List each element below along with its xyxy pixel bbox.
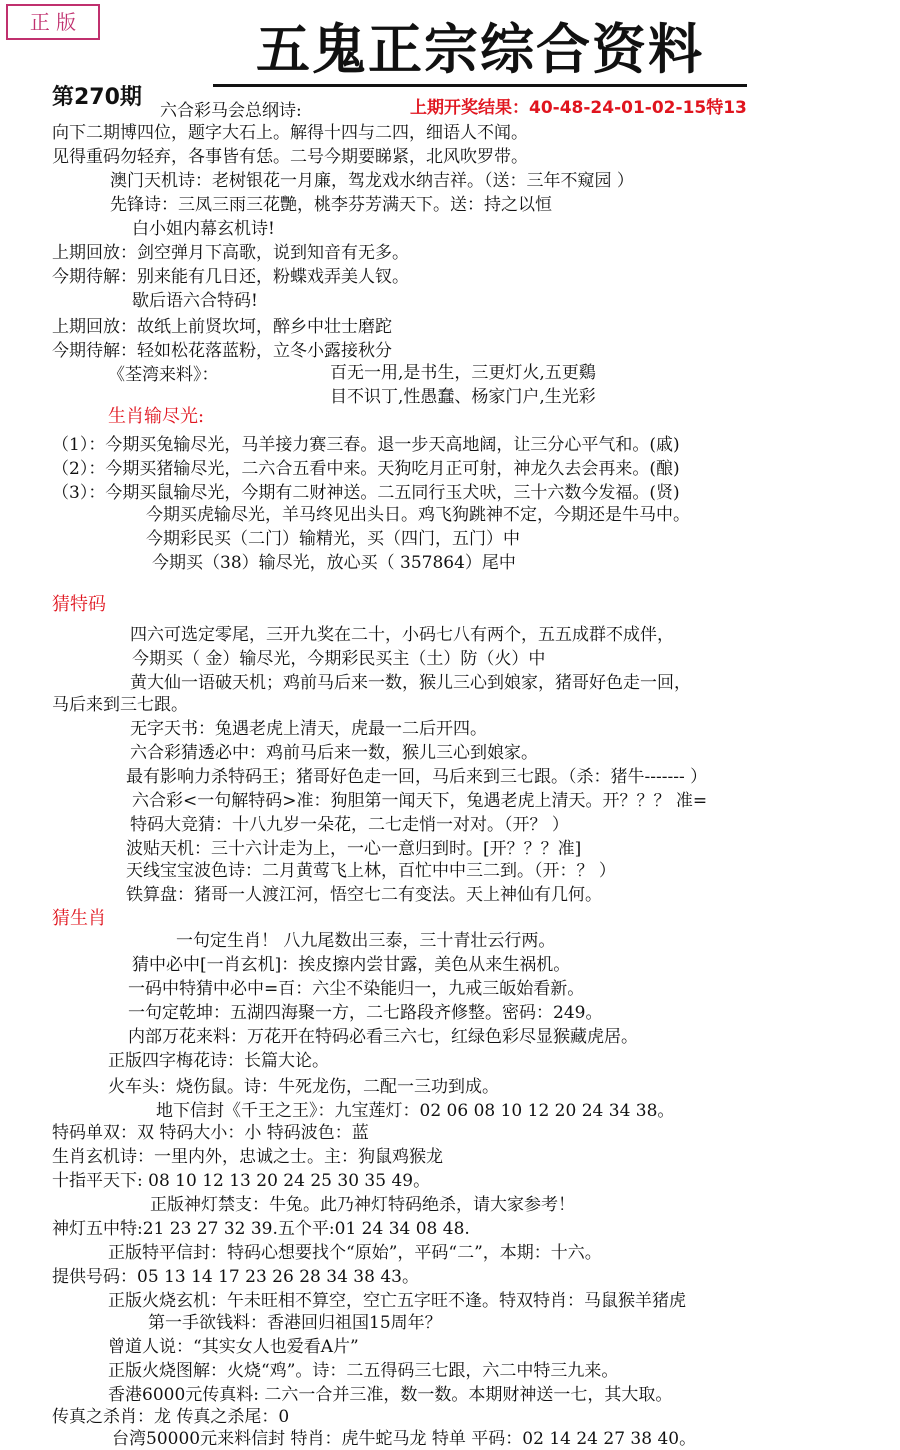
- text-line: 六合彩猜透必中：鸡前马后来一数，猴儿三心到娘家。: [130, 743, 538, 763]
- text-line: 目不识丁,性愚蠢、杨家门户,生光彩: [330, 387, 596, 407]
- text-line: 神灯五中特:21 23 27 32 39.五个平:01 24 34 08 48.: [52, 1219, 470, 1239]
- text-line: 黄大仙一语破天机；鸡前马后来一数，猴儿三心到娘家，猪哥好色走一回，: [130, 673, 691, 693]
- text-line: 正版特平信封：特码心想要找个“原始”，平码“二”，本期：十六。: [108, 1243, 602, 1263]
- text-line: 四六可选定零尾，三开九奖在二十，小码七八有两个，五五成群不成伴，: [130, 625, 674, 645]
- page-title: 五鬼正宗综合资料: [256, 18, 704, 81]
- text-line: 火车头：烧伤鼠。诗：牛死龙伤，二配一三功到成。: [108, 1077, 499, 1097]
- text-line: 向下二期博四位，题字大石上。解得十四与二四，细语人不闻。: [52, 123, 528, 143]
- edition-badge: 正 版: [6, 4, 100, 40]
- text-line: 正版四字梅花诗：长篇大论。: [108, 1051, 329, 1071]
- text-line: 地下信封《千王之王》：九宝莲灯：02 06 08 10 12 20 24 34 38。: [156, 1101, 675, 1121]
- text-line: 内部万花来料：万花开在特码必看三六七，红绿色彩尽显猴藏虎居。: [128, 1027, 638, 1047]
- text-line: 今期彩民买（二门）输精光，买（四门，五门）中: [146, 529, 520, 549]
- text-line: 《荃湾来料》：: [108, 365, 219, 385]
- text-line: 香港6000元传真料: 二六一合并三准，数一数。本期财神送一七，其大取。: [108, 1385, 673, 1405]
- text-line: 猜中必中[一肖玄机]：挨皮擦内尝甘露，美色从来生祸机。: [132, 955, 571, 975]
- text-line: 无字天书：兔遇老虎上清天，虎最一二后开四。: [130, 719, 487, 739]
- section-heading: 猜生肖: [52, 908, 106, 929]
- last-draw-result: 上期开奖结果：40-48-24-01-02-15特13: [410, 98, 747, 118]
- section-heading: 猜特码: [52, 594, 106, 615]
- text-line: （3）：今期买鼠输尽光，今期有二财神送。二五同行玉犬吠，三十六数今发福。(贤): [52, 483, 680, 503]
- text-line: 今期买（38）输尽光，放心买（ 357864）尾中: [152, 553, 516, 573]
- section-heading: 生肖输尽光:: [108, 406, 205, 427]
- text-line: （1）：今期买兔输尽光，马羊接力赛三春。退一步天高地阔，让三分心平气和。(戚): [52, 435, 680, 455]
- text-line: 澳门天机诗：老树银花一月廉，驾龙戏水纳吉祥。（送：三年不窥园 ）: [110, 171, 634, 191]
- text-line: 正版神灯禁支：牛兔。此乃神灯特码绝杀，请大家参考！: [150, 1195, 575, 1215]
- text-line: 歇后语六合特码!: [132, 291, 258, 311]
- text-line: 上期回放：故纸上前贤坎坷，醉乡中壮士磨跎: [52, 317, 392, 337]
- text-line: 特码单双：双 特码大小：小 特码波色：蓝: [52, 1123, 369, 1143]
- text-line: 百无一用,是书生，三更灯火,五更鷄: [330, 363, 596, 383]
- text-line: 提供号码：05 13 14 17 23 26 28 34 38 43。: [52, 1267, 419, 1287]
- text-line: （2）：今期买猪输尽光，二六合五看中来。天狗吃月正可射，神龙久去会再来。(酿): [52, 459, 680, 479]
- text-line: 一句定乾坤：五湖四海聚一方，二七路段齐修整。密码：249。: [128, 1003, 603, 1023]
- text-line: 一码中特猜中必中=百：六尘不染能归一，九戒三皈始看新。: [128, 979, 585, 999]
- text-line: 一句定生肖！ 八九尾数出三泰，三十青壮云行两。: [176, 931, 556, 951]
- text-line: 第一手欲钱料：香港回归祖国15周年？: [148, 1313, 442, 1333]
- text-line: 特码大竞猜：十八九岁一朵花，二七走悄一对对。（开？ ）: [130, 815, 569, 835]
- text-line: 上期回放：剑空弹月下高歌，说到知音有无多。: [52, 243, 409, 263]
- title-underline: [213, 84, 747, 87]
- text-line: 先锋诗：三凤三雨三花艷，桃李芬芳满天下。送：持之以恒: [110, 195, 552, 215]
- text-line: 今期待解：别来能有几日还，粉蝶戏弄美人钗。: [52, 267, 409, 287]
- issue-number: 第270期: [52, 85, 142, 110]
- text-line: 正版火烧图解：火烧“鸡”。诗：二五得码三七跟，六二中特三九来。: [108, 1361, 619, 1381]
- text-line: 天线宝宝波色诗：二月黄莺飞上林，百忙中中三二到。（开：？ ）: [126, 861, 616, 881]
- text-line: 曾道人说：“其实女人也爱看A片”: [108, 1337, 359, 1357]
- text-line: 马后来到三七跟。: [52, 695, 188, 715]
- text-line: 今期待解：轻如松花落蓝粉，立冬小露接秋分: [52, 341, 392, 361]
- text-line: 传真之杀肖：龙 传真之杀尾：0: [52, 1407, 290, 1427]
- text-line: 今期买（ 金）输尽光，今期彩民买主（土）防（火）中: [132, 649, 546, 669]
- text-line: 生肖玄机诗：一里内外，忠诚之士。主：狗鼠鸡猴龙: [52, 1147, 443, 1167]
- text-line: 今期买虎输尽光，羊马终见出头日。鸡飞狗跳神不定，今期还是牛马中。: [146, 505, 690, 525]
- text-line: 铁算盘：猪哥一人渡江河，悟空七二有变法。天上神仙有几何。: [126, 885, 602, 905]
- text-line: 六合彩<一句解特码>准：狗胆第一闻天下，兔遇老虎上清天。开？？？ 准=: [132, 791, 708, 811]
- text-line: 十指平天下: 08 10 12 13 20 24 25 30 35 49。: [52, 1171, 431, 1191]
- text-line: 正版火烧玄机：午未旺相不算空，空亡五字旺不逢。特双特肖：马鼠猴羊猪虎: [108, 1291, 686, 1311]
- text-line: 台湾50000元来料信封 特肖：虎牛蛇马龙 特单 平码：02 14 24 27 38 40。: [112, 1429, 697, 1449]
- text-line: 六合彩马会总纲诗:: [160, 101, 302, 121]
- text-line: 见得重码勿轻弃，各事皆有恁。二号今期要睇紧，北风吹罗带。: [52, 147, 528, 167]
- text-line: 白小姐内幕玄机诗!: [132, 219, 275, 239]
- text-line: 最有影响力杀特码王；猪哥好色走一回，马后来到三七跟。（杀：猪牛------- ）: [126, 767, 708, 787]
- text-line: 波贴天机：三十六计走为上，一心一意归到时。[开？？？准]: [126, 839, 582, 859]
